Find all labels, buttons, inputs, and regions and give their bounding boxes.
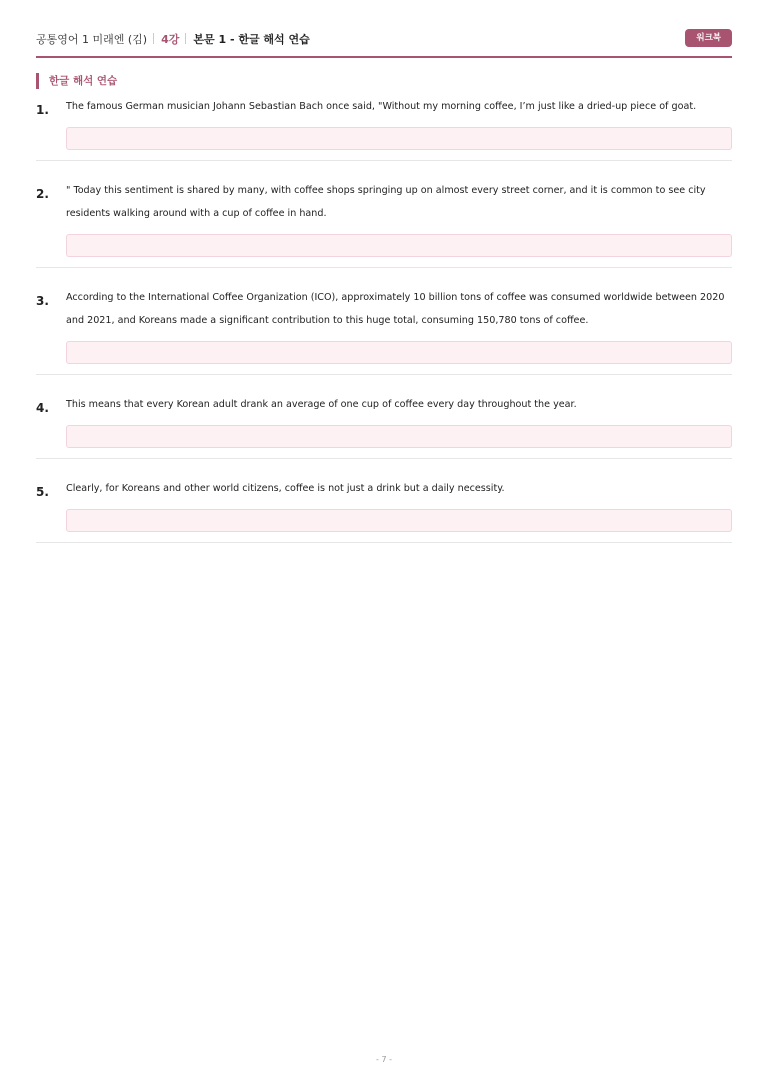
item-number: 2. (36, 187, 49, 201)
item-number: 4. (36, 401, 49, 415)
item-number: 5. (36, 485, 49, 499)
book-title: 공통영어 1 미래엔 (김) (36, 33, 148, 46)
page-number: - 7 - (376, 1055, 392, 1064)
answer-input-box[interactable] (66, 425, 732, 448)
item-sentence: Clearly, for Koreans and other world citizens, coffee is not just a drink but a daily necessity. (66, 483, 505, 494)
answer-input-box[interactable] (66, 234, 732, 257)
answer-input-box[interactable] (66, 127, 732, 150)
item-sentence: " Today this sentiment is shared by many, with coffee shops springing up on almost every street corner, and it is common to see city residents walking around with a cup of coffee in hand. (66, 185, 706, 219)
breadcrumb (36, 32, 310, 48)
item-sentence: This means that every Korean adult drank an average of one cup of coffee every day throughout the year. (66, 399, 577, 410)
item-sentence: According to the International Coffee Organization (ICO), approximately 10 billion tons of coffee was consumed worldwide between 2020 and 2021, and Koreans made a significant contribution to this huge total, consuming 150,780 tons of coffee. (66, 292, 725, 326)
workbook-badge: 워크북 (685, 29, 732, 47)
answer-input-box[interactable] (66, 509, 732, 532)
item-sentence: The famous German musician Johann Sebastian Bach once said, "Without my morning coffee, I’m just like a dried-up piece of goat. (66, 101, 697, 112)
breadcrumb-divider (153, 33, 154, 44)
exercise-item (36, 393, 732, 459)
lesson-label: 4강 (161, 33, 180, 46)
section-label: 본문 1 - 한글 해석 연습 (193, 33, 310, 46)
section-heading: 한글 해석 연습 (36, 73, 117, 89)
exercise-item (36, 286, 732, 375)
worksheet-page (36, 0, 732, 1087)
item-number: 3. (36, 294, 49, 308)
exercise-list (36, 95, 732, 561)
exercise-item (36, 179, 732, 268)
answer-input-box[interactable] (66, 341, 732, 364)
exercise-item (36, 95, 732, 161)
exercise-item (36, 477, 732, 543)
page-header (36, 28, 732, 58)
breadcrumb-divider (185, 33, 186, 44)
item-number: 1. (36, 103, 49, 117)
